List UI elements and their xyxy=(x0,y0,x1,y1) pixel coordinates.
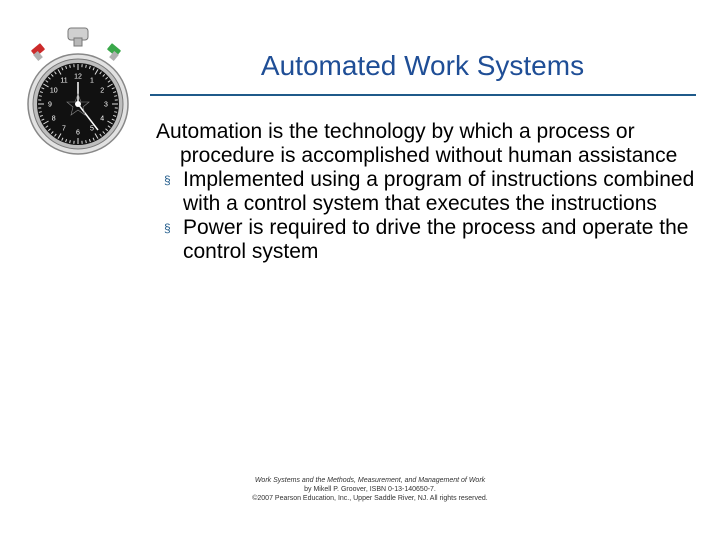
bullet-text: Power is required to drive the process and operate the control system xyxy=(183,216,689,263)
dial-number: 12 xyxy=(74,73,82,81)
bullet-marker: § xyxy=(164,173,171,187)
dial-number: 4 xyxy=(100,115,105,123)
dial-tick xyxy=(39,96,42,97)
dial-number: 3 xyxy=(104,101,108,109)
dial-tick xyxy=(114,96,117,97)
dial-tick xyxy=(86,140,87,143)
dial-number: 6 xyxy=(76,129,80,137)
bullet-marker: § xyxy=(164,221,171,235)
stopwatch-red-button xyxy=(31,43,45,61)
dial-number: 9 xyxy=(48,101,52,109)
bullet-text: Implemented using a program of instructions combined with a control system that executes the instructions xyxy=(183,168,695,215)
dial-tick xyxy=(86,65,87,68)
dial-number: 11 xyxy=(60,77,68,85)
intro-paragraph: Automation is the technology by which a process or procedure is accomplished without human assistance xyxy=(156,120,678,167)
copyright-footer xyxy=(180,476,560,503)
dial-tick xyxy=(70,65,71,68)
slide-body xyxy=(156,120,696,264)
dial-number: 7 xyxy=(62,125,66,133)
dial-number: 1 xyxy=(90,77,94,85)
dial-number: 5 xyxy=(90,125,94,133)
dial-number: 10 xyxy=(49,87,58,95)
footer-author: by Mikell P. Groover, ISBN 0-13-140650-7. xyxy=(304,486,436,493)
dial-number: 8 xyxy=(51,115,56,123)
bullet-item xyxy=(156,168,696,216)
slide-title: Automated Work Systems xyxy=(260,50,585,81)
stopwatch-icon xyxy=(8,22,148,162)
dial-tick xyxy=(70,140,71,143)
dial-number: 2 xyxy=(100,87,105,95)
title-underline xyxy=(150,94,696,96)
dial-tick xyxy=(39,112,42,113)
footer-book-title: Work Systems and the Methods, Measurement, and Management of Work xyxy=(254,477,486,484)
dial-tick xyxy=(114,112,117,113)
footer-copyright: ©2007 Pearson Education, Inc., Upper Saddle River, NJ. All rights reserved. xyxy=(252,495,488,502)
stopwatch-green-button xyxy=(107,43,121,61)
bullet-item xyxy=(156,216,696,264)
